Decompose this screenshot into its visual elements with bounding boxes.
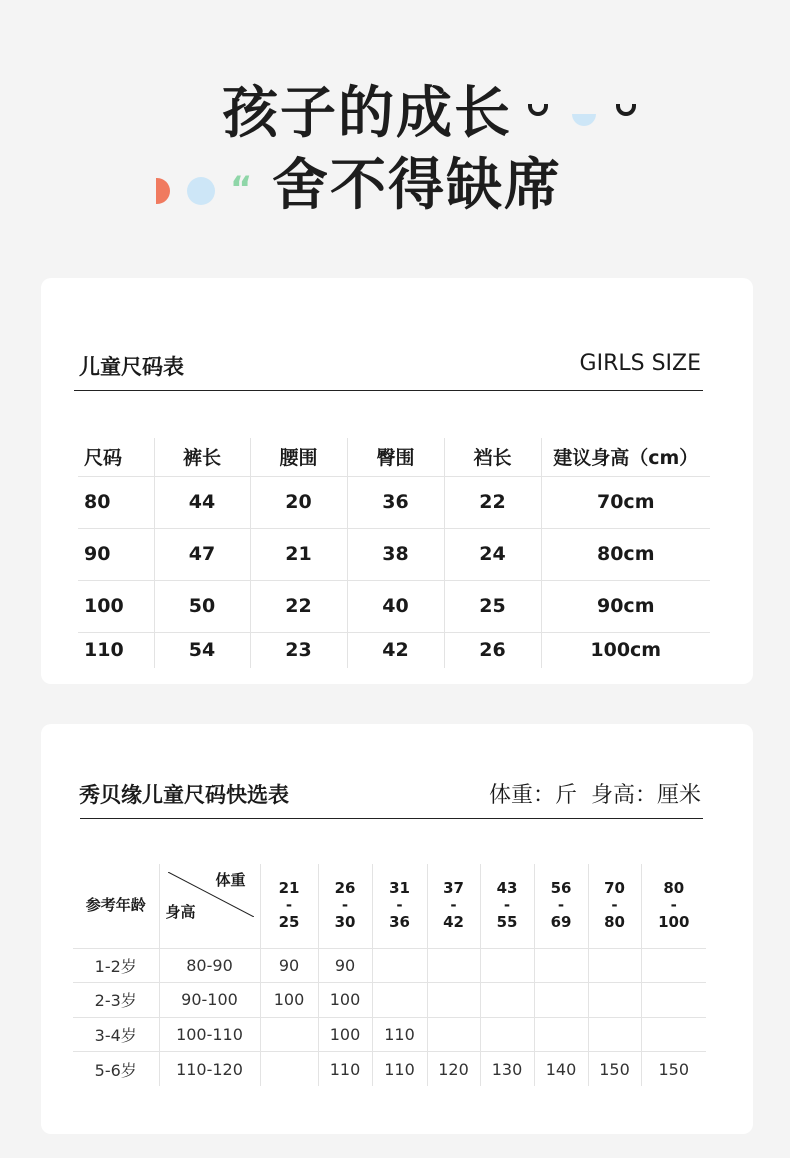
table-cell [534, 948, 588, 983]
table-row [73, 1052, 706, 1087]
header-size: 尺码 [84, 447, 123, 470]
header-waist: 腰围 [250, 438, 347, 476]
title-divider [80, 818, 703, 819]
table-cell: 22 [444, 476, 541, 528]
weight-range: 21 - 25 [260, 864, 318, 948]
table-cell: 150 [641, 1052, 706, 1087]
girls-size-label: GIRLS SIZE [579, 351, 701, 376]
weight-range: 70 - 80 [588, 864, 641, 948]
table-cell: 21 [250, 528, 347, 580]
table-cell: 90cm [541, 580, 710, 632]
table-cell [588, 948, 641, 983]
quick-size-card [41, 724, 753, 1134]
blue-half-circle-icon [572, 114, 596, 126]
table-cell [534, 983, 588, 1018]
height-label: 身高 [165, 903, 196, 921]
table-cell [641, 983, 706, 1018]
table-cell: 20 [250, 476, 347, 528]
coral-half-circle-icon [156, 178, 170, 204]
quick-size-title: 秀贝缘儿童尺码快选表 [79, 783, 289, 807]
table-row [78, 632, 710, 668]
weight-range: 80 - 100 [641, 864, 706, 948]
table-cell: 150 [588, 1052, 641, 1087]
table-cell: 44 [154, 476, 250, 528]
header-suggested-height: 建议身高（cm） [541, 438, 710, 476]
smile-eye-icon [528, 104, 548, 116]
table-cell [427, 983, 480, 1018]
table-cell: 70cm [541, 476, 710, 528]
table-row [73, 1017, 706, 1052]
table-cell: 50 [154, 580, 250, 632]
table-cell: 80cm [541, 528, 710, 580]
header-pants-length: 裤长 [154, 438, 250, 476]
table-cell [588, 983, 641, 1018]
table-cell: 22 [250, 580, 347, 632]
weight-range: 43 - 55 [480, 864, 534, 948]
table-cell: 47 [154, 528, 250, 580]
table-row [78, 580, 710, 632]
table-cell [372, 983, 427, 1018]
headline-line-2: 舍不得缺席 [272, 153, 562, 218]
table-cell: 90-100 [159, 983, 260, 1018]
table-cell [534, 1017, 588, 1052]
header-weight-height [159, 864, 260, 948]
table-cell: 23 [250, 632, 347, 668]
table-cell: 42 [347, 632, 444, 668]
table-cell: 80 [78, 476, 154, 528]
table-cell: 110 [318, 1052, 372, 1087]
title-divider [74, 390, 703, 391]
table-cell: 54 [154, 632, 250, 668]
table-cell: 40 [347, 580, 444, 632]
table-cell [641, 1017, 706, 1052]
smile-eye-icon [616, 104, 636, 116]
table-cell [480, 1017, 534, 1052]
table-header-row [73, 864, 706, 948]
table-header-row [78, 438, 710, 476]
table-cell: 2-3岁 [73, 983, 159, 1018]
table-cell: 90 [260, 948, 318, 983]
table-cell [588, 1017, 641, 1052]
table-cell: 110-120 [159, 1052, 260, 1087]
table-cell: 1-2岁 [73, 948, 159, 983]
table-cell [260, 1017, 318, 1052]
header-hip: 臀围 [347, 438, 444, 476]
table-cell [427, 948, 480, 983]
green-quote-icon: “ [230, 169, 253, 209]
table-cell [372, 948, 427, 983]
unit-legend: 体重：斤 身高：厘米 [489, 783, 701, 808]
table-row [78, 476, 710, 528]
table-cell [641, 948, 706, 983]
table-cell: 3-4岁 [73, 1017, 159, 1052]
table-cell [480, 983, 534, 1018]
table-cell: 36 [347, 476, 444, 528]
table-cell: 25 [444, 580, 541, 632]
table-cell: 90 [318, 948, 372, 983]
table-cell: 80-90 [159, 948, 260, 983]
table-row [73, 948, 706, 983]
table-cell: 140 [534, 1052, 588, 1087]
table-cell: 110 [372, 1052, 427, 1087]
weight-range: 26 - 30 [318, 864, 372, 948]
size-chart-title: 儿童尺码表 [79, 355, 184, 379]
table-cell: 130 [480, 1052, 534, 1087]
table-cell: 24 [444, 528, 541, 580]
table-cell [260, 1052, 318, 1087]
table-cell: 100 [318, 983, 372, 1018]
quick-size-table [73, 864, 706, 1086]
table-cell: 26 [444, 632, 541, 668]
table-cell [427, 1017, 480, 1052]
table-cell: 38 [347, 528, 444, 580]
weight-range: 37 - 42 [427, 864, 480, 948]
table-cell: 5-6岁 [73, 1052, 159, 1087]
size-chart-card [41, 278, 753, 684]
table-row [78, 528, 710, 580]
weight-label: 体重 [215, 871, 246, 889]
headline-line-1: 孩子的成长 [222, 81, 512, 146]
table-row [73, 983, 706, 1018]
table-cell: 110 [78, 632, 154, 668]
table-cell: 120 [427, 1052, 480, 1087]
header-reference-age: 参考年龄 [85, 896, 146, 915]
table-cell: 100-110 [159, 1017, 260, 1052]
header-crotch-length: 裆长 [444, 438, 541, 476]
table-cell: 100 [78, 580, 154, 632]
table-cell [480, 948, 534, 983]
table-cell: 100cm [541, 632, 710, 668]
table-cell: 100 [318, 1017, 372, 1052]
table-cell: 90 [78, 528, 154, 580]
weight-range: 56 - 69 [534, 864, 588, 948]
size-chart-table [78, 438, 710, 668]
table-cell: 110 [372, 1017, 427, 1052]
blue-circle-icon [187, 177, 215, 205]
weight-range: 31 - 36 [372, 864, 427, 948]
table-cell: 100 [260, 983, 318, 1018]
